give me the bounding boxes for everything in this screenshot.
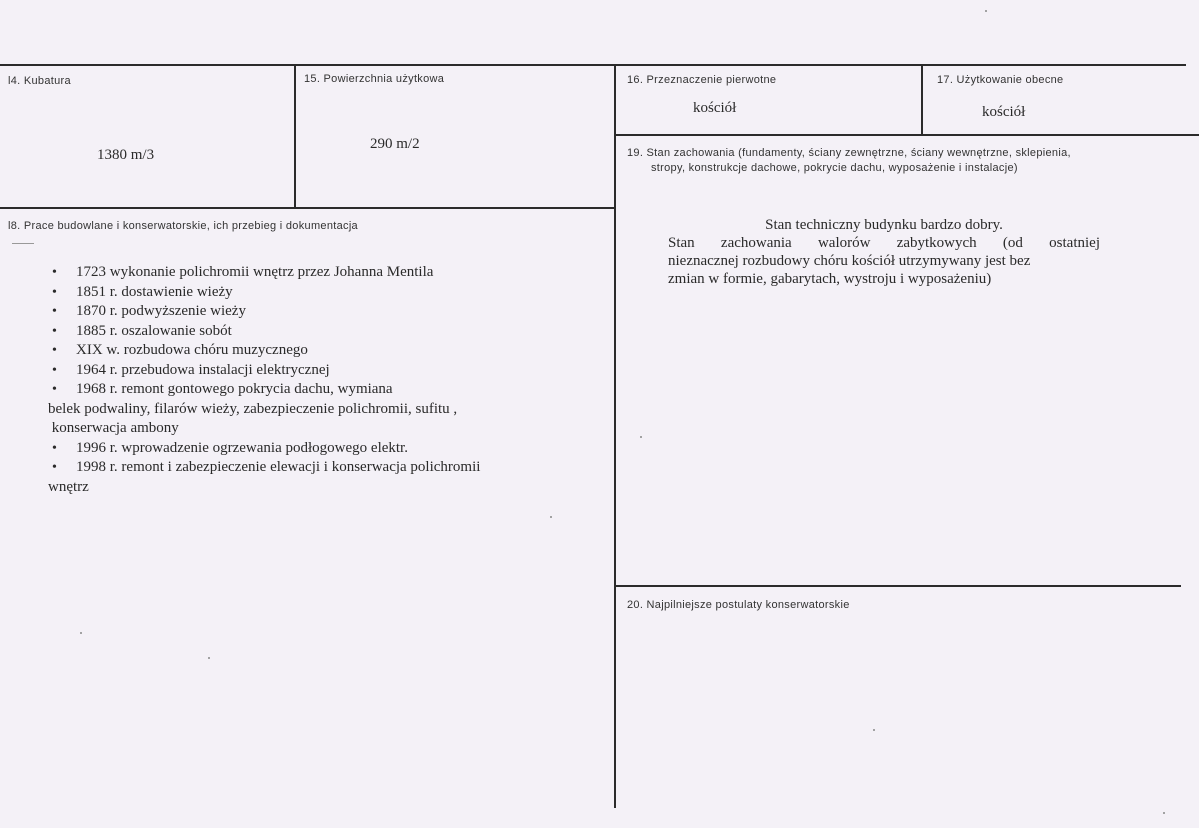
works-item-continuation: belek podwaliny, filarów wieży, zabezpieczenie polichromii, sufitu , <box>48 400 458 417</box>
bullet-icon: • <box>52 362 57 378</box>
works-item-text: XIX w. rozbudowa chóru muzycznego <box>76 342 308 358</box>
works-item-text: 1870 r. podwyższenie wieży <box>76 303 246 319</box>
scan-speck <box>208 657 210 659</box>
works-item <box>48 341 548 361</box>
works-item <box>48 439 548 459</box>
field-20-label: 20. Najpilniejsze postulaty konserwatorskie <box>627 599 850 611</box>
field-14-value: 1380 m/3 <box>97 147 155 163</box>
scan-speck <box>873 729 875 731</box>
scan-speck <box>985 10 987 12</box>
works-item <box>48 283 548 303</box>
bullet-icon: • <box>52 382 57 397</box>
bullet-icon: • <box>52 343 57 358</box>
scan-speck <box>80 632 82 634</box>
works-item-text: 1723 wykonanie polichromii wnętrz przez Johanna Mentila <box>76 264 434 280</box>
works-item-text: 1964 r. przebudowa instalacji elektrycznej <box>76 361 330 378</box>
bullet-icon: • <box>52 304 57 319</box>
field-18-label: l8. Prace budowlane i konserwatorskie, ich przebieg i dokumentacja <box>8 220 358 232</box>
field-14-label: l4. Kubatura <box>8 75 71 87</box>
rule-under-14-15 <box>0 207 615 209</box>
state-line-2: Stan zachowania walorów zabytkowych (od ostatniej <box>668 235 1100 251</box>
field-19-label-line2: stropy, konstrukcje dachowe, pokrycie dachu, wyposażenie i instalacje) <box>651 162 1018 174</box>
state-line-4: zmian w formie, gabarytach, wystroju i wyposażeniu) <box>668 271 992 287</box>
works-item <box>48 458 548 497</box>
works-item <box>48 302 548 322</box>
small-dash <box>12 243 34 244</box>
field-17-label: 17. Użytkowanie obecne <box>937 74 1064 86</box>
rule-above-20 <box>615 585 1181 587</box>
field-15-value: 290 m/2 <box>370 136 420 152</box>
field-19-content <box>668 216 1100 288</box>
field-16-value: kościół <box>693 100 737 116</box>
left-column-divider <box>614 65 616 808</box>
works-list <box>48 263 548 497</box>
works-item-text: 1968 r. remont gontowego pokrycia dachu, wymiana <box>76 381 393 397</box>
bullet-icon: • <box>52 323 57 339</box>
state-line-3: nieznacznej rozbudowy chóru kościół utrzymywany jest bez <box>668 253 1031 269</box>
field-17-value: kościół <box>982 104 1026 120</box>
scan-speck <box>1163 812 1165 814</box>
field-19-label-line1: 19. Stan zachowania (fundamenty, ściany zewnętrzne, ściany wewnętrzne, sklepienia, <box>627 147 1071 159</box>
works-item-continuation: konserwacja ambony <box>48 420 179 436</box>
bullet-icon: • <box>52 284 57 300</box>
state-line-1: Stan techniczny budynku bardzo dobry. <box>765 217 1003 233</box>
bullet-icon: • <box>52 440 57 456</box>
works-item <box>48 322 548 342</box>
scan-speck <box>640 436 642 438</box>
top-rule <box>0 64 1186 66</box>
divider-16-17 <box>921 65 923 135</box>
works-item <box>48 361 548 381</box>
field-16-label: 16. Przeznaczenie pierwotne <box>627 74 777 86</box>
works-item-continuation: wnętrz <box>48 478 89 495</box>
field-15-label: 15. Powierzchnia użytkowa <box>304 73 445 85</box>
works-item <box>48 263 548 283</box>
works-item <box>48 380 548 439</box>
bullet-icon: • <box>52 460 57 475</box>
works-item-text: 1998 r. remont i zabezpieczenie elewacji i konserwacja polichromii <box>76 459 481 475</box>
works-item-text: 1851 r. dostawienie wieży <box>76 283 233 300</box>
divider-14-15 <box>294 65 296 208</box>
field-18-content <box>48 263 548 497</box>
bullet-icon: • <box>52 265 57 280</box>
works-item-text: 1885 r. oszalowanie sobót <box>76 322 232 339</box>
scan-speck <box>550 516 552 518</box>
works-item-text: 1996 r. wprowadzenie ogrzewania podłogowego elektr. <box>76 439 408 456</box>
rule-under-16-17 <box>615 134 1199 136</box>
